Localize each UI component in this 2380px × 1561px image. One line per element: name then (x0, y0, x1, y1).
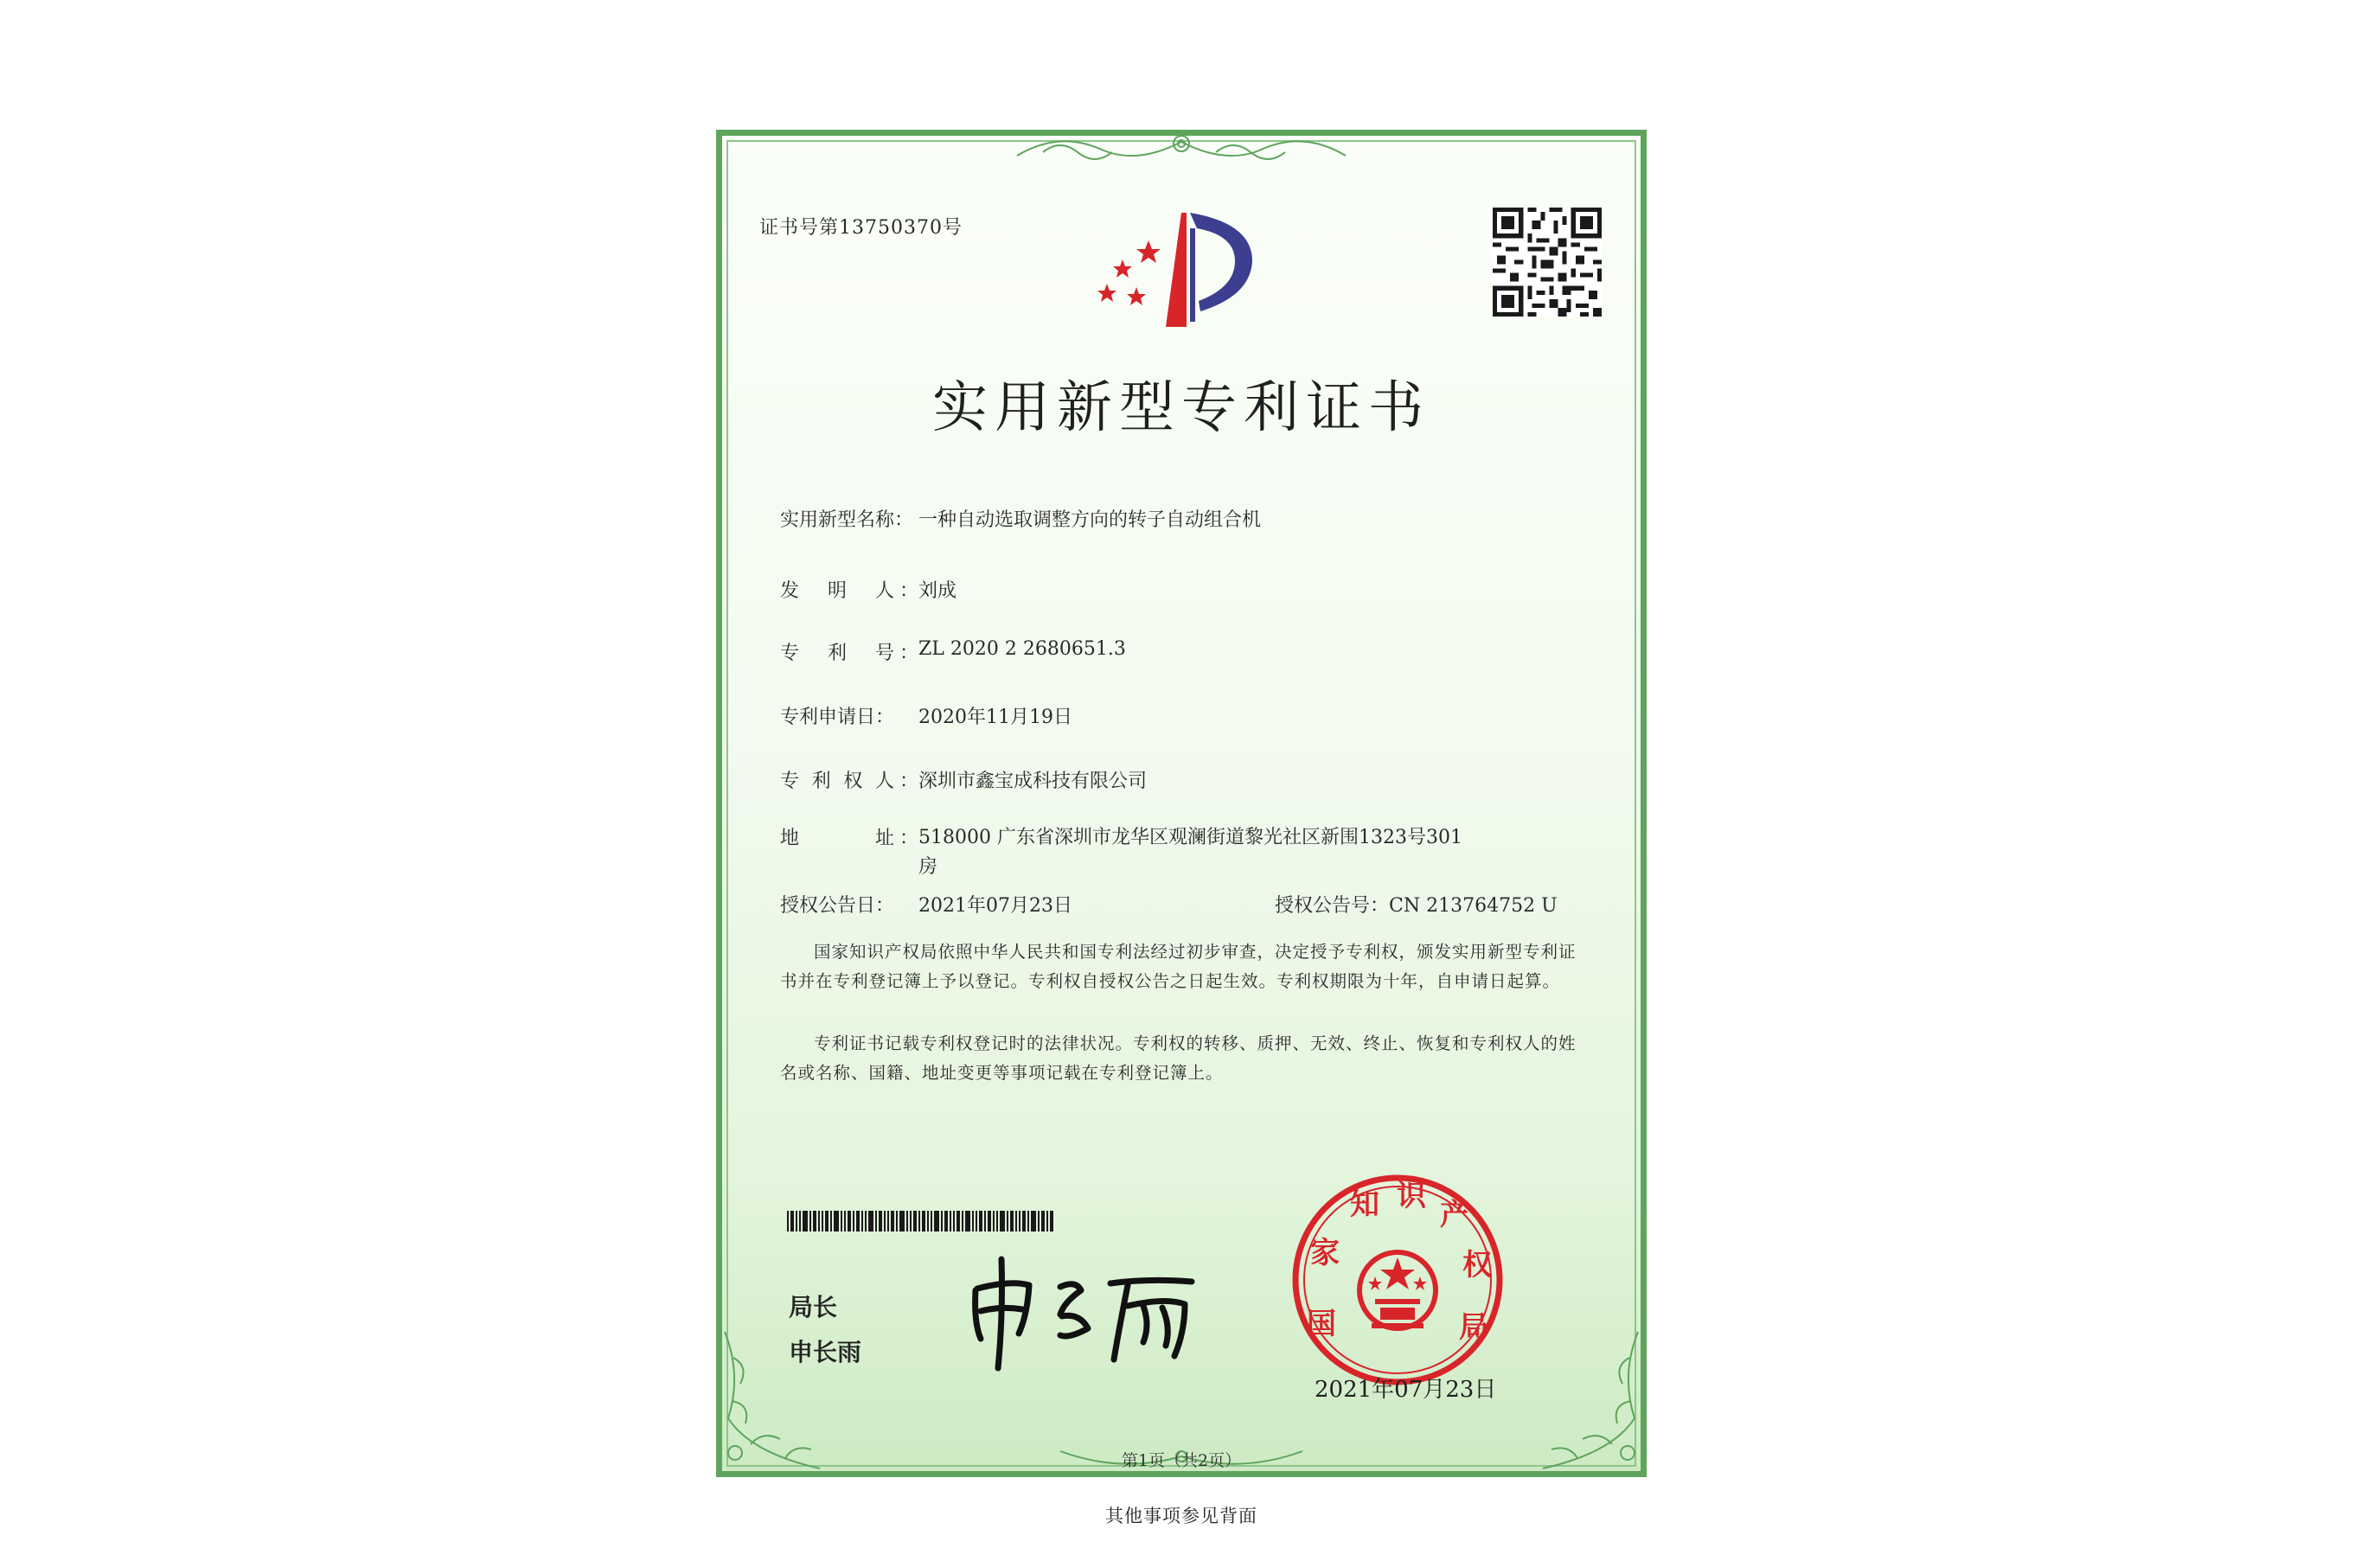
field-value: 一种自动选取调整方向的转子自动组合机 (918, 509, 1262, 531)
field-value: 2020年11月19日 (918, 707, 1072, 728)
reverse-side-note: 其他事项参见背面 (1105, 1506, 1257, 1526)
field-label: 专 利 号 (780, 643, 894, 664)
field-publication-number: 授权公告号：CN 213764752 U (1275, 895, 1558, 917)
seal-char: 识 (1397, 1179, 1426, 1213)
seal-char: 家 (1310, 1236, 1340, 1270)
seal-char: 权 (1462, 1248, 1492, 1283)
field-label: 专 利 权 人 (780, 771, 894, 792)
field-label: 实用新型名称： (780, 509, 914, 531)
seal-date: 2021年07月23日 (1315, 1377, 1497, 1403)
seal-char: 产 (1440, 1198, 1469, 1232)
field-value: 深圳市鑫宝成科技有限公司 (918, 771, 1148, 792)
field-label: 发 明 人 (780, 580, 894, 602)
page-number: 第1页（共2页） (1121, 1451, 1242, 1470)
field-value: 刘成 (918, 580, 957, 602)
director-name: 申长雨 (789, 1338, 862, 1366)
qr-code-icon (1493, 208, 1602, 317)
seal-char: 国 (1307, 1307, 1336, 1341)
barcode-icon (787, 1211, 1055, 1232)
top-ornament (1008, 130, 1354, 164)
seal-char: 局 (1459, 1310, 1488, 1345)
field-value: 518000 广东省深圳市龙华区观澜街道黎光社区新围1323号301房 (918, 827, 1462, 878)
field-label: 授权公告日： (780, 895, 895, 917)
patent-certificate: 证书号第13750370号 实用新型专利证书 实用新型名称： 一种自动选取调整方向的转子自动组合机 发 明 人 ： 刘成 专 利 号 ： ZL 2020 2 2680651.3 专利申请日： 2020年11月19日 专 利 权 人 ： 深圳市鑫宝成科技有限公司 地 址 ： 518000 广东省深圳市龙华区观澜街道黎光社区新围1323号301房 授权公告日： 2021年07月23日 授权公告号：CN 213764752 U 国家知识产权局依照中华人民共和国专利法经过初步审查，决定授予专利权，颁发实用新型专利证书并在专利登记簿上予以登记。专利权自授权公告之日起生效。专利权期限为十年，自申请日起算。 专利证书记载专利权登记时的法律状况。专利权的转移、质押、无效、终止、恢复和专利权人的姓名或名称、国籍、地址变更等事项记载在专利登记簿上。 局长 申长雨 国 家 知 识 产 权 局 2021年07月23日 第1页（共2页） (716, 130, 1647, 1477)
seal-char: 知 (1350, 1187, 1379, 1222)
field-label: 地 址 (780, 828, 894, 849)
field-label: 专利申请日： (780, 707, 895, 728)
cnipa-logo-icon (1097, 201, 1261, 330)
field-value: 2021年07月23日 (918, 895, 1072, 917)
official-seal (1285, 1168, 1510, 1392)
director-title: 局长 (789, 1293, 838, 1321)
director-block (789, 1285, 861, 1375)
director-signature (958, 1245, 1209, 1375)
certificate-title: 实用新型专利证书 (932, 376, 1430, 440)
certificate-number: 证书号第13750370号 (759, 217, 963, 239)
legal-status-paragraph: 专利证书记载专利权登记时的法律状况。专利权的转移、质押、无效、终止、恢复和专利权人的姓名或名称、国籍、地址变更等事项记载在专利登记簿上。 (780, 1033, 1577, 1083)
grant-statement-paragraph: 国家知识产权局依照中华人民共和国专利法经过初步审查，决定授予专利权，颁发实用新型专利证书并在专利登记簿上予以登记。专利权自授权公告之日起生效。专利权期限为十年，自申请日起算。 (780, 942, 1577, 991)
field-value: ZL 2020 2 2680651.3 (918, 638, 1126, 660)
